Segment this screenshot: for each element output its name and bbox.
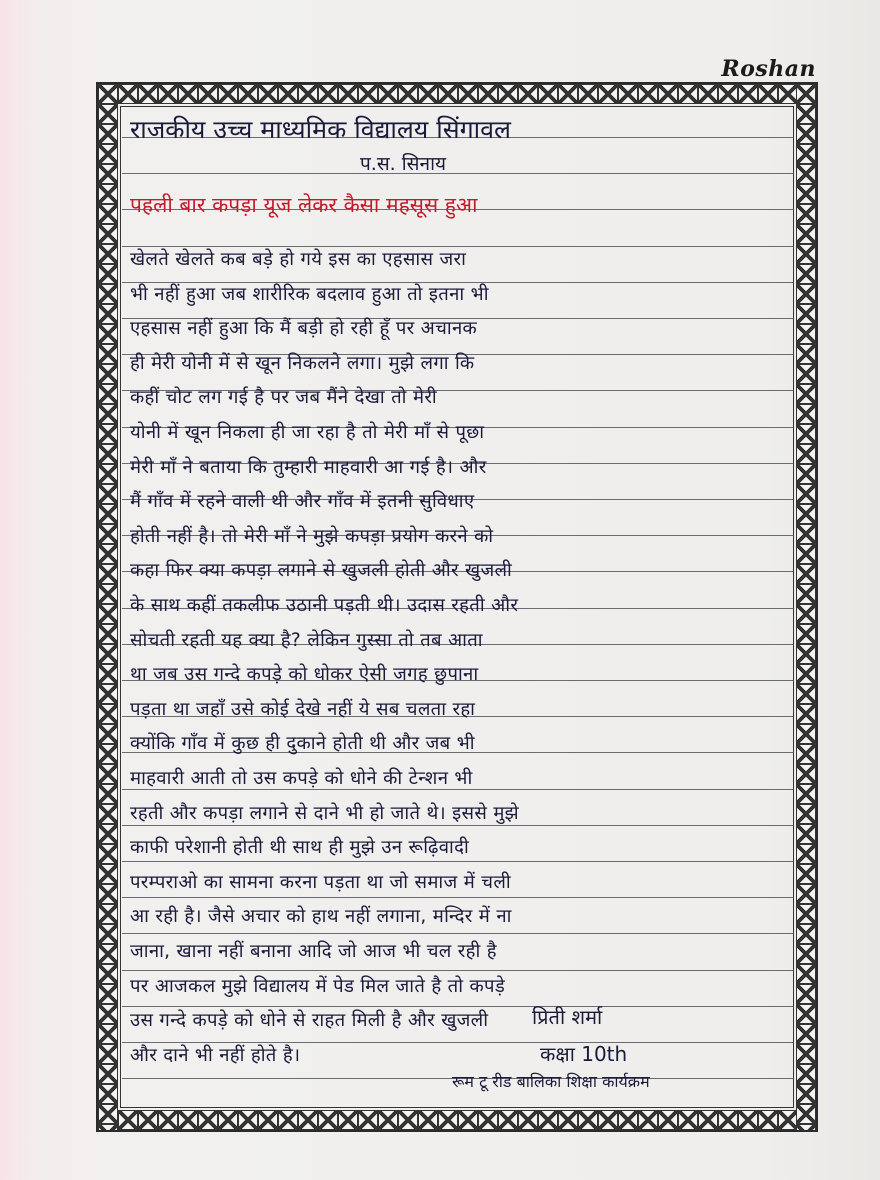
- border-tile: [758, 84, 778, 104]
- border-tile: [718, 84, 738, 104]
- border-tile: [678, 1110, 698, 1130]
- essay-line: के साथ कहीं तकलीफ उठानी पड़ती थी। उदास रहती और: [130, 595, 519, 616]
- author-name: प्रिती शर्मा: [532, 1005, 603, 1029]
- border-tile: [796, 1064, 816, 1084]
- border-tile: [538, 1110, 558, 1130]
- border-tile: [796, 144, 816, 164]
- border-tile: [796, 1084, 816, 1104]
- border-tile: [718, 1110, 738, 1130]
- border-tile: [796, 424, 816, 444]
- border-strip-right: [796, 84, 816, 1130]
- border-tile: [118, 1110, 138, 1130]
- border-tile: [796, 844, 816, 864]
- border-tile: [796, 84, 816, 104]
- border-tile: [98, 564, 118, 584]
- border-tile: [98, 444, 118, 464]
- border-tile: [778, 84, 798, 104]
- border-tile: [138, 84, 158, 104]
- border-tile: [796, 404, 816, 424]
- border-tile: [278, 84, 298, 104]
- border-tile: [98, 1024, 118, 1044]
- border-tile: [438, 1110, 458, 1130]
- border-tile: [338, 84, 358, 104]
- essay-line: योनी में खून निकला ही जा रहा है तो मेरी माँ से पूछा: [130, 422, 485, 443]
- border-tile: [238, 84, 258, 104]
- border-tile: [98, 84, 118, 104]
- border-tile: [98, 344, 118, 364]
- border-tile: [98, 1004, 118, 1024]
- border-tile: [796, 204, 816, 224]
- border-tile: [98, 404, 118, 424]
- border-tile: [796, 1004, 816, 1024]
- border-tile: [796, 344, 816, 364]
- essay-line: ही मेरी योनी में से खून निकलने लगा। मुझे लगा कि: [130, 352, 475, 374]
- border-tile: [98, 744, 118, 764]
- border-tile: [178, 1110, 198, 1130]
- essay-line: एहसास नहीं हुआ कि मैं बड़ी हो रही हूँ पर अचानक: [130, 318, 478, 340]
- border-tile: [578, 84, 598, 104]
- essay-line: काफी परेशानी होती थी साथ ही मुझे उन रूढ़िवादी: [130, 837, 470, 859]
- border-tile: [796, 164, 816, 184]
- border-tile: [598, 84, 618, 104]
- border-tile: [218, 1110, 238, 1130]
- border-tile: [738, 1110, 758, 1130]
- border-tile: [98, 364, 118, 384]
- border-tile: [598, 1110, 618, 1130]
- border-tile: [796, 764, 816, 784]
- border-tile: [98, 1084, 118, 1104]
- border-tile: [618, 84, 638, 104]
- border-tile: [278, 1110, 298, 1130]
- border-tile: [98, 784, 118, 804]
- border-tile: [796, 104, 816, 124]
- border-tile: [796, 1024, 816, 1044]
- border-tile: [98, 324, 118, 344]
- border-tile: [796, 544, 816, 564]
- border-tile: [796, 924, 816, 944]
- border-tile: [98, 484, 118, 504]
- border-strip-bottom: [98, 1110, 816, 1130]
- border-tile: [98, 764, 118, 784]
- border-tile: [518, 1110, 538, 1130]
- border-tile: [98, 144, 118, 164]
- border-tile: [318, 84, 338, 104]
- border-tile: [796, 804, 816, 824]
- border-tile: [778, 1110, 798, 1130]
- border-tile: [796, 724, 816, 744]
- border-tile: [796, 904, 816, 924]
- program-name: रूम टू रीड बालिका शिक्षा कार्यक्रम: [452, 1072, 650, 1091]
- border-tile: [796, 304, 816, 324]
- border-tile: [558, 84, 578, 104]
- border-tile: [358, 84, 378, 104]
- border-tile: [138, 1110, 158, 1130]
- border-tile: [338, 1110, 358, 1130]
- border-tile: [796, 1124, 816, 1130]
- border-tile: [98, 204, 118, 224]
- border-tile: [796, 384, 816, 404]
- border-tile: [158, 1110, 178, 1130]
- border-tile: [98, 584, 118, 604]
- border-tile: [796, 1044, 816, 1064]
- border-tile: [98, 1104, 118, 1124]
- border-tile: [796, 884, 816, 904]
- border-tile: [238, 1110, 258, 1130]
- border-tile: [796, 744, 816, 764]
- ruled-line: [122, 861, 794, 862]
- ruled-line: [122, 897, 794, 898]
- border-tile: [796, 224, 816, 244]
- border-tile: [758, 1110, 778, 1130]
- essay-line: खेलते खेलते कब बड़े हो गये इस का एहसास जरा: [130, 249, 467, 270]
- border-tile: [698, 1110, 718, 1130]
- border-tile: [418, 84, 438, 104]
- essay-line: उस गन्दे कपड़े को धोने से राहत मिली है और खुजली: [130, 1010, 489, 1032]
- border-tile: [98, 664, 118, 684]
- border-tile: [98, 524, 118, 544]
- border-tile: [796, 564, 816, 584]
- essay-line: भी नहीं हुआ जब शारीरिक बदलाव हुआ तो इतना भी: [130, 283, 489, 305]
- brand-logo: Roshan: [721, 56, 816, 82]
- border-tile: [98, 184, 118, 204]
- border-tile: [218, 84, 238, 104]
- border-strip-top: [98, 84, 816, 104]
- border-tile: [796, 124, 816, 144]
- author-class: कक्षा 10th: [540, 1042, 628, 1066]
- border-tile: [398, 84, 418, 104]
- border-tile: [796, 864, 816, 884]
- border-tile: [98, 544, 118, 564]
- border-tile: [118, 84, 138, 104]
- border-tile: [98, 684, 118, 704]
- essay-line: मेरी माँ ने बताया कि तुम्हारी माहवारी आ गई है। और: [130, 456, 487, 478]
- border-tile: [98, 304, 118, 324]
- border-tile: [98, 504, 118, 524]
- border-tile: [98, 904, 118, 924]
- border-tile: [796, 944, 816, 964]
- essay-line: आ रही है। जैसे अचार को हाथ नहीं लगाना, मन्दिर में ना: [130, 906, 512, 928]
- border-tile: [738, 84, 758, 104]
- school-name: राजकीय उच्च माध्यमिक विद्यालय सिंगावल: [130, 115, 511, 144]
- border-tile: [98, 844, 118, 864]
- border-tile: [98, 464, 118, 484]
- border-tile: [796, 364, 816, 384]
- border-tile: [796, 184, 816, 204]
- border-tile: [518, 84, 538, 104]
- border-tile: [98, 284, 118, 304]
- border-tile: [498, 1110, 518, 1130]
- essay-line: कहा फिर क्या कपड़ा लगाने से खुजली होती और खुजली: [130, 560, 513, 582]
- border-strip-left: [98, 84, 118, 1130]
- border-tile: [98, 424, 118, 444]
- border-tile: [98, 704, 118, 724]
- border-tile: [796, 704, 816, 724]
- essay-line: पर आजकल मुझे विद्यालय में पेड मिल जाते है तो कपड़े: [130, 975, 506, 997]
- border-tile: [258, 84, 278, 104]
- ruled-line: [122, 933, 794, 934]
- border-tile: [98, 924, 118, 944]
- border-tile: [98, 164, 118, 184]
- border-tile: [98, 604, 118, 624]
- border-tile: [796, 624, 816, 644]
- border-tile: [418, 1110, 438, 1130]
- border-tile: [98, 644, 118, 664]
- border-tile: [198, 1110, 218, 1130]
- border-tile: [378, 84, 398, 104]
- sub-heading: प.स. सिनाय: [360, 153, 447, 175]
- border-tile: [98, 1044, 118, 1064]
- essay-line: परम्पराओ का सामना करना पड़ता था जो समाज में चली: [130, 871, 511, 893]
- border-tile: [796, 324, 816, 344]
- border-tile: [458, 1110, 478, 1130]
- border-tile: [618, 1110, 638, 1130]
- border-tile: [178, 84, 198, 104]
- border-tile: [378, 1110, 398, 1130]
- essay-line: पड़ता था जहाँ उसे कोई देखे नहीं ये सब चलता रहा: [130, 698, 476, 720]
- border-tile: [298, 84, 318, 104]
- border-tile: [796, 284, 816, 304]
- border-tile: [98, 624, 118, 644]
- border-tile: [796, 984, 816, 1004]
- border-tile: [796, 784, 816, 804]
- border-tile: [796, 684, 816, 704]
- border-tile: [158, 84, 178, 104]
- border-tile: [318, 1110, 338, 1130]
- border-tile: [98, 864, 118, 884]
- border-tile: [796, 1104, 816, 1124]
- border-tile: [558, 1110, 578, 1130]
- border-tile: [98, 224, 118, 244]
- border-tile: [98, 264, 118, 284]
- border-tile: [98, 944, 118, 964]
- border-tile: [98, 104, 118, 124]
- border-tile: [796, 664, 816, 684]
- border-tile: [438, 84, 458, 104]
- border-tile: [478, 1110, 498, 1130]
- essay-line: कहीं चोट लग गई है पर जब मैंने देखा तो मेरी: [130, 387, 437, 409]
- border-tile: [98, 964, 118, 984]
- border-tile: [796, 264, 816, 284]
- border-tile: [638, 1110, 658, 1130]
- ruled-line: [122, 825, 794, 826]
- essay-line: जाना, खाना नहीं बनाना आदि जो आज भी चल रही है: [130, 941, 497, 962]
- border-tile: [98, 1064, 118, 1084]
- border-tile: [638, 84, 658, 104]
- border-tile: [98, 1124, 118, 1130]
- border-tile: [98, 884, 118, 904]
- essay-line: क्योंकि गाँव में कुछ ही दुकाने होती थी और जब भी: [130, 733, 475, 755]
- border-tile: [98, 724, 118, 744]
- border-tile: [698, 84, 718, 104]
- essay-line: माहवारी आती तो उस कपड़े को धोने की टेन्शन भी: [130, 768, 473, 789]
- border-tile: [98, 984, 118, 1004]
- border-tile: [658, 1110, 678, 1130]
- essay-line: था जब उस गन्दे कपड़े को धोकर ऐसी जगह छुपाना: [130, 664, 479, 686]
- essay-line: रहती और कपड़ा लगाने से दाने भी हो जाते थे। इससे मुझे: [130, 802, 519, 824]
- border-tile: [298, 1110, 318, 1130]
- border-tile: [98, 804, 118, 824]
- border-tile: [796, 504, 816, 524]
- essay-line: और दाने भी नहीं होते है।: [130, 1044, 301, 1066]
- border-tile: [578, 1110, 598, 1130]
- border-tile: [658, 84, 678, 104]
- border-tile: [98, 824, 118, 844]
- border-tile: [458, 84, 478, 104]
- border-tile: [198, 84, 218, 104]
- essay-line: मैं गाँव में रहने वाली थी और गाँव में इतनी सुविधाए: [130, 491, 475, 513]
- border-tile: [358, 1110, 378, 1130]
- border-tile: [796, 964, 816, 984]
- border-tile: [98, 244, 118, 264]
- border-tile: [98, 124, 118, 144]
- border-tile: [796, 484, 816, 504]
- border-tile: [796, 604, 816, 624]
- essay-line: सोचती रहती यह क्या है? लेकिन गुस्सा तो तब आता: [130, 629, 483, 651]
- ruled-line: [122, 970, 794, 971]
- border-tile: [98, 384, 118, 404]
- border-tile: [796, 244, 816, 264]
- border-tile: [796, 524, 816, 544]
- border-tile: [796, 464, 816, 484]
- border-tile: [538, 84, 558, 104]
- essay-title: पहली बार कपड़ा यूज लेकर कैसा महसूस हुआ: [130, 193, 478, 217]
- essay-line: होती नहीं है। तो मेरी माँ ने मुझे कपड़ा प्रयोग करने को: [130, 525, 494, 547]
- border-tile: [498, 84, 518, 104]
- border-tile: [796, 444, 816, 464]
- border-tile: [678, 84, 698, 104]
- border-tile: [478, 84, 498, 104]
- border-tile: [796, 824, 816, 844]
- border-tile: [796, 584, 816, 604]
- border-tile: [258, 1110, 278, 1130]
- border-tile: [796, 644, 816, 664]
- border-tile: [398, 1110, 418, 1130]
